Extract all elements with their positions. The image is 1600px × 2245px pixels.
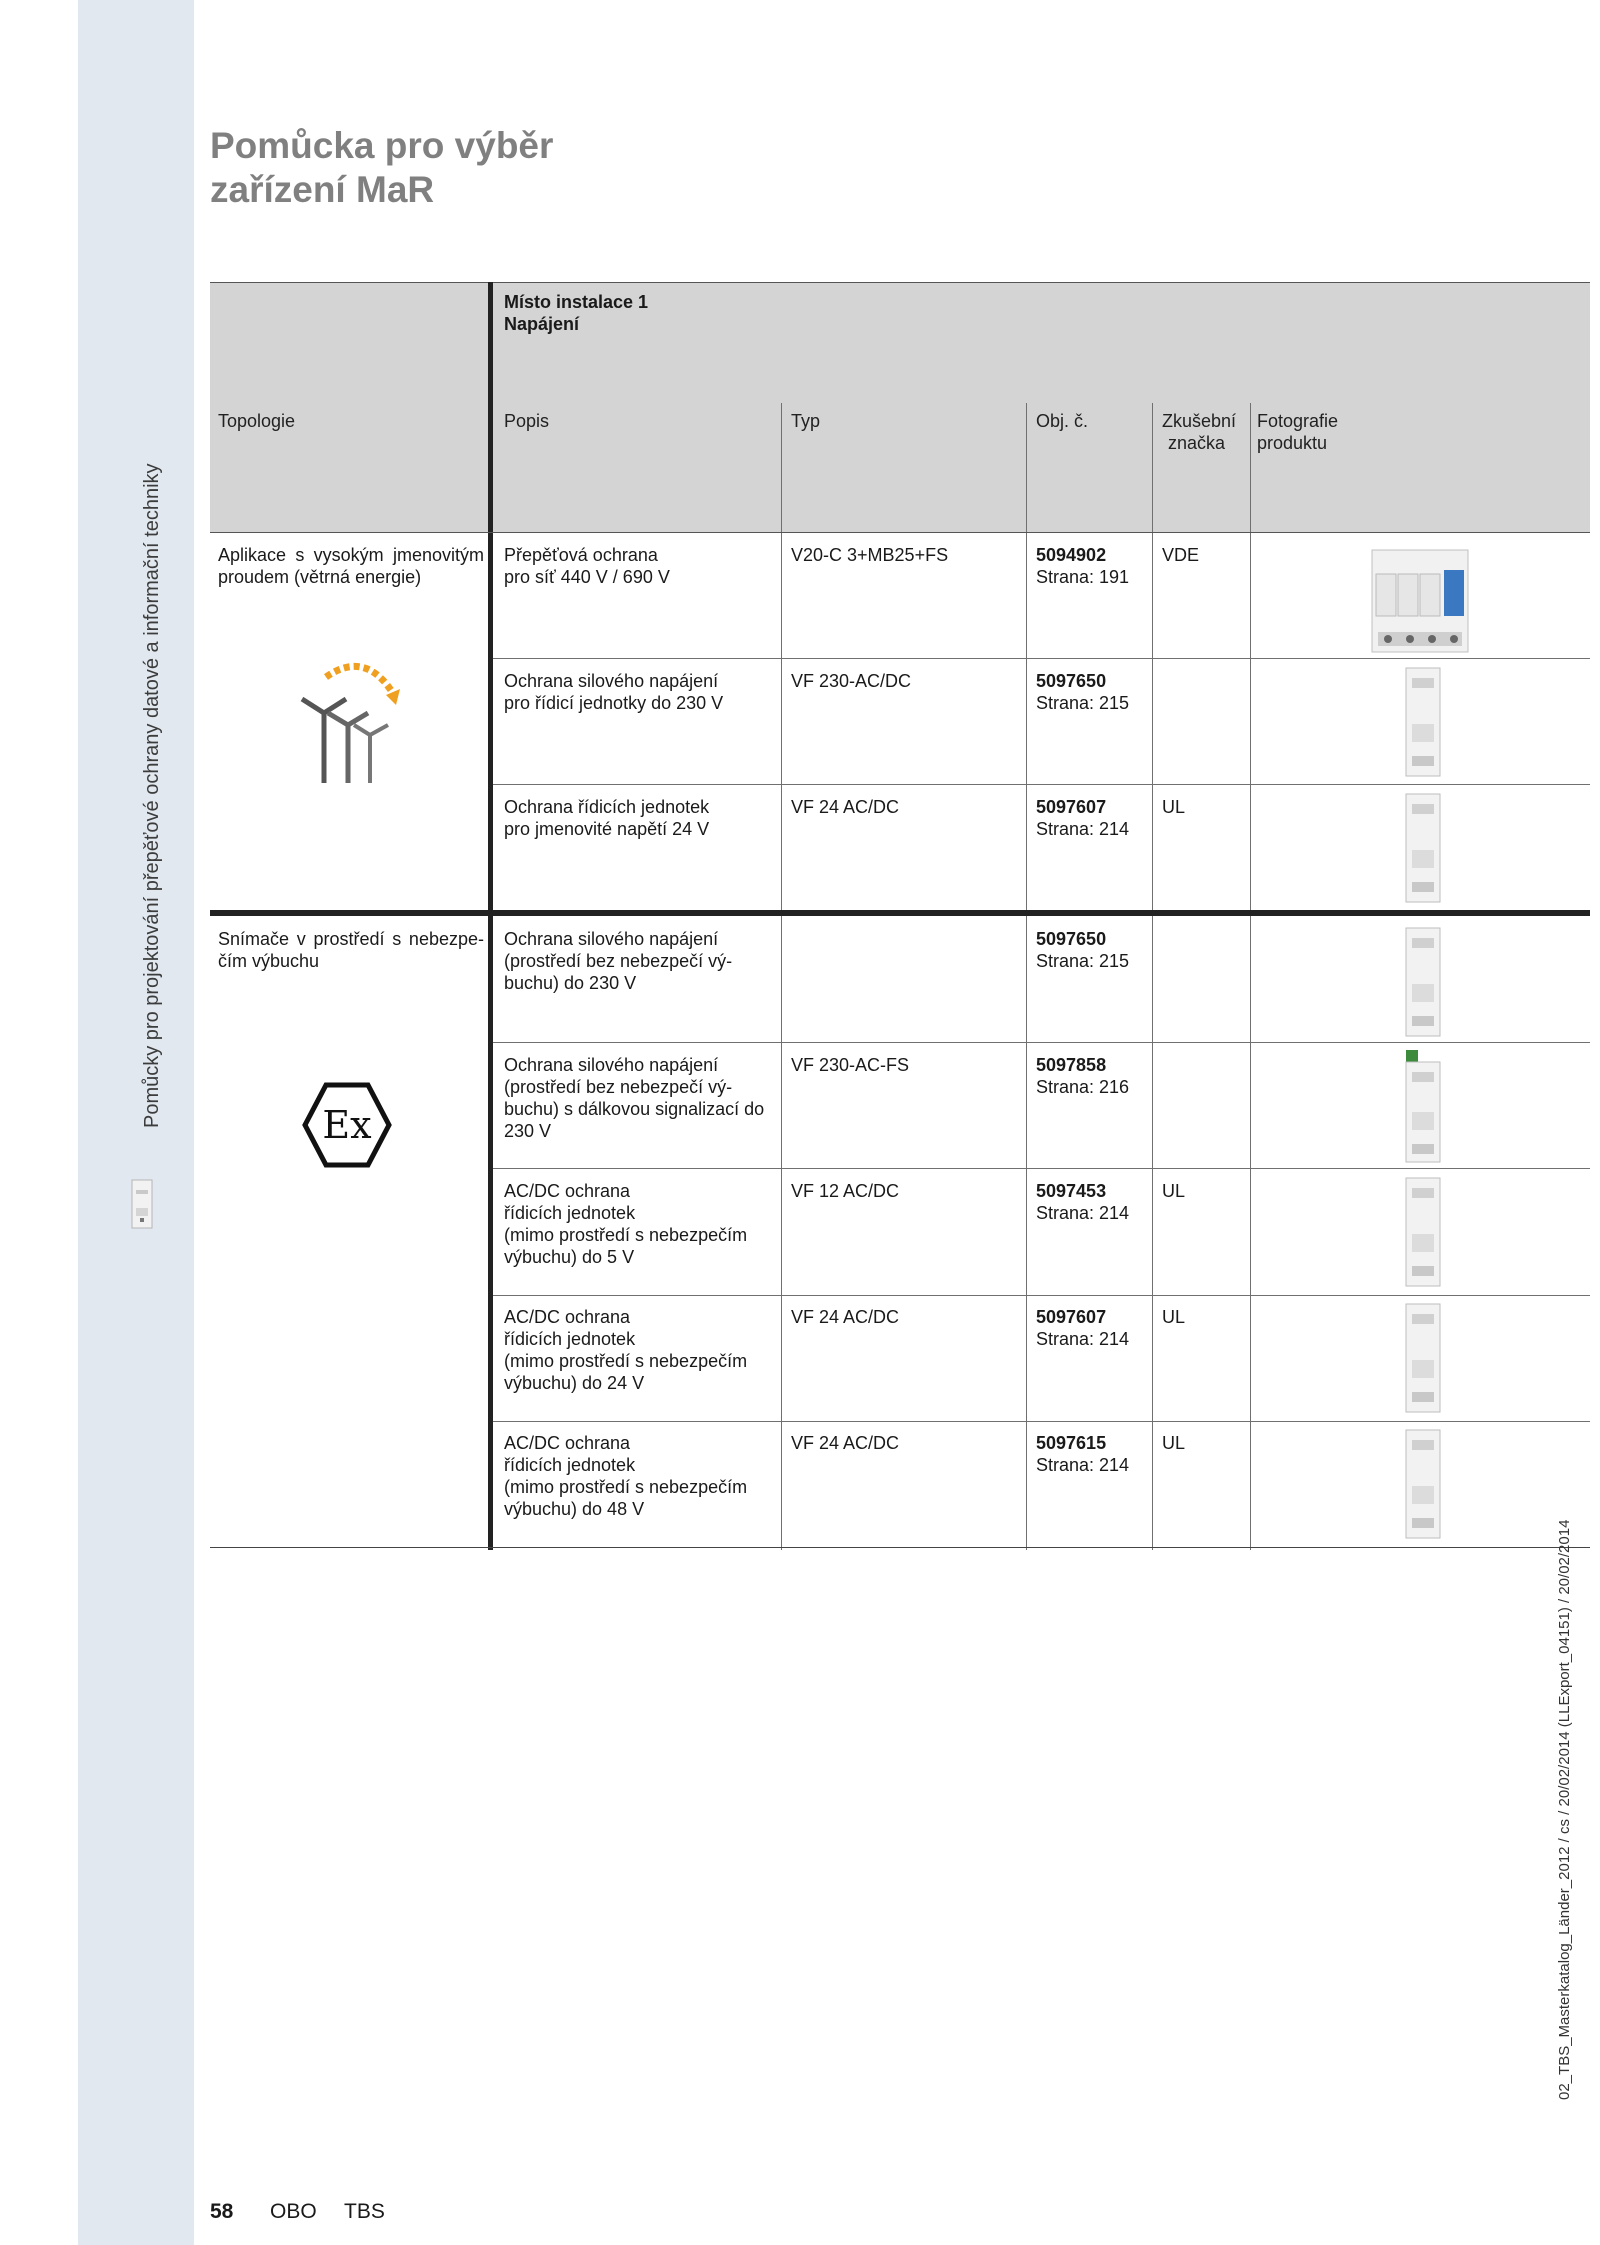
col-description: Popis xyxy=(504,411,550,431)
product-photo-vf-icon xyxy=(1400,790,1446,906)
title-line-1: Pomůcka pro výběr xyxy=(210,125,554,166)
description-line: AC/DC ochrana xyxy=(504,1433,631,1453)
side-section-label: Pomůcky pro projektování přepěťové ochrany datové a informační techniky xyxy=(141,463,163,1128)
row-test-mark: VDE xyxy=(1162,545,1200,565)
description-line: buchu) do 230 V xyxy=(504,973,637,993)
catalog-page-ref: Strana: 214 xyxy=(1036,1329,1130,1349)
catalog-page-ref: Strana: 216 xyxy=(1036,1077,1130,1097)
installation-location xyxy=(504,291,648,335)
description-line: buchu) s dálkovou signalizací do xyxy=(504,1099,765,1119)
order-number: 5094902 xyxy=(1036,545,1107,565)
row-type: VF 24 AC/DC xyxy=(791,1307,900,1327)
description-line: AC/DC ochrana xyxy=(504,1307,631,1327)
description-line: 230 V xyxy=(504,1121,552,1141)
table-divider-thick xyxy=(488,282,493,1550)
row-test-mark: UL xyxy=(1162,797,1186,817)
row-type: V20-C 3+MB25+FS xyxy=(791,545,949,565)
description-line: (mimo prostředí s nebezpečím xyxy=(504,1477,748,1497)
topology-wind-text: Aplikace s vysokým jmenovitým proudem (větrná energie) xyxy=(218,545,484,587)
description-line: Přepěťová ochrana xyxy=(504,545,658,565)
row-type: VF 24 AC/DC xyxy=(791,1433,900,1453)
page-title xyxy=(210,124,553,212)
row-description xyxy=(504,1432,780,1520)
product-photo-vf-icon xyxy=(1400,1174,1446,1290)
table-hline xyxy=(493,1168,1590,1169)
row-order xyxy=(1036,928,1129,972)
col-test-mark xyxy=(1162,410,1236,454)
description-line: výbuchu) do 24 V xyxy=(504,1373,645,1393)
footer-section: TBS xyxy=(344,2200,385,2223)
table-vline xyxy=(1152,403,1153,1550)
order-number: 5097615 xyxy=(1036,1433,1107,1453)
product-photo-vf-fs-icon xyxy=(1398,1048,1448,1166)
col-photo xyxy=(1257,410,1338,454)
description-line: výbuchu) do 5 V xyxy=(504,1247,635,1267)
row-test-mark: UL xyxy=(1162,1181,1186,1201)
description-line: pro síť 440 V / 690 V xyxy=(504,567,670,587)
row-type: VF 230-AC-FS xyxy=(791,1055,910,1075)
ex-hexagon-icon xyxy=(302,1082,392,1168)
product-photo-vf-icon xyxy=(1400,1426,1446,1542)
table-hline xyxy=(210,532,1590,533)
description-line: (mimo prostředí s nebezpečím xyxy=(504,1225,748,1245)
description-line: (prostředí bez nebezpečí vý- xyxy=(504,1077,733,1097)
catalog-page-ref: Strana: 215 xyxy=(1036,693,1130,713)
description-line: AC/DC ochrana xyxy=(504,1181,631,1201)
row-type: VF 230-AC/DC xyxy=(791,671,912,691)
description-line: Ochrana silového napájení xyxy=(504,671,719,691)
catalog-page-ref: Strana: 214 xyxy=(1036,1203,1130,1223)
col-topology: Topologie xyxy=(218,411,296,431)
col-photo-line-1: Fotografie xyxy=(1257,411,1339,431)
row-test-mark: UL xyxy=(1162,1433,1186,1453)
description-line: Ochrana řídicích jednotek xyxy=(504,797,710,817)
row-description xyxy=(504,544,780,588)
row-order xyxy=(1036,796,1129,840)
location-line-2: Napájení xyxy=(504,314,580,334)
topology-ex-text: Snímače v prostředí s nebezpe-čím výbuchu xyxy=(218,929,484,971)
side-strip xyxy=(78,0,194,2245)
col-type: Typ xyxy=(791,411,821,431)
row-order xyxy=(1036,1054,1129,1098)
row-description xyxy=(504,1180,780,1268)
description-line: pro řídicí jednotky do 230 V xyxy=(504,693,724,713)
catalog-page-ref: Strana: 214 xyxy=(1036,1455,1130,1475)
table-hline xyxy=(210,1547,1590,1548)
table-hline xyxy=(493,1421,1590,1422)
row-order xyxy=(1036,1306,1129,1350)
description-line: výbuchu) do 48 V xyxy=(504,1499,645,1519)
location-line-1: Místo instalace 1 xyxy=(504,292,649,312)
wind-turbine-icon xyxy=(296,655,416,785)
row-description xyxy=(504,928,780,994)
location-header-band xyxy=(210,282,1590,403)
table-hline xyxy=(493,1042,1590,1043)
description-line: (mimo prostředí s nebezpečím xyxy=(504,1351,748,1371)
col-order-number: Obj. č. xyxy=(1036,411,1089,431)
row-order xyxy=(1036,544,1129,588)
catalog-page-ref: Strana: 215 xyxy=(1036,951,1130,971)
row-description xyxy=(504,796,780,840)
description-line: řídicích jednotek xyxy=(504,1203,636,1223)
product-photo-vf-icon xyxy=(1400,924,1446,1040)
title-line-2: zařízení MaR xyxy=(210,169,435,210)
page-number: 58 xyxy=(210,2200,234,2223)
row-order xyxy=(1036,670,1129,714)
order-number: 5097858 xyxy=(1036,1055,1107,1075)
table-vline xyxy=(1250,403,1251,1550)
description-line: Ochrana silového napájení xyxy=(504,1055,719,1075)
description-line: řídicích jednotek xyxy=(504,1455,636,1475)
row-order xyxy=(1036,1180,1129,1224)
row-description xyxy=(504,1306,780,1394)
description-line: (prostředí bez nebezpečí vý- xyxy=(504,951,733,971)
catalog-page-ref: Strana: 214 xyxy=(1036,819,1130,839)
description-line: pro jmenovité napětí 24 V xyxy=(504,819,710,839)
row-description xyxy=(504,670,780,714)
ex-symbol-text: Ex xyxy=(322,1103,372,1147)
description-line: Ochrana silového napájení xyxy=(504,929,719,949)
order-number: 5097650 xyxy=(1036,929,1107,949)
col-test-mark-line-1: Zkušební xyxy=(1162,411,1237,431)
footer-brand: OBO xyxy=(270,2200,317,2223)
row-type: VF 12 AC/DC xyxy=(791,1181,900,1201)
table-vline xyxy=(781,403,782,1550)
product-photo-vf-icon xyxy=(1400,1300,1446,1416)
product-photo-vf-icon xyxy=(1400,664,1446,780)
row-description xyxy=(504,1054,780,1142)
order-number: 5097650 xyxy=(1036,671,1107,691)
row-test-mark: UL xyxy=(1162,1307,1186,1327)
col-photo-line-2: produktu xyxy=(1257,433,1328,453)
order-number: 5097453 xyxy=(1036,1181,1107,1201)
column-header-band xyxy=(210,403,1590,532)
table-hline xyxy=(493,1295,1590,1296)
table-vline xyxy=(1026,403,1027,1550)
order-number: 5097607 xyxy=(1036,1307,1107,1327)
table-group-divider xyxy=(210,910,1590,916)
description-line: řídicích jednotek xyxy=(504,1329,636,1349)
side-product-thumbnail xyxy=(128,1178,158,1232)
product-photo-v20-icon xyxy=(1368,540,1472,662)
side-footer-meta: 02_TBS_Masterkatalog_Länder_2012 / cs / 20/02/2014 (LLExport_04151) / 20/02/2014 xyxy=(1556,1519,1573,2100)
order-number: 5097607 xyxy=(1036,797,1107,817)
row-order xyxy=(1036,1432,1129,1476)
col-test-mark-line-2: značka xyxy=(1168,433,1226,453)
table-hline xyxy=(493,784,1590,785)
catalog-page-ref: Strana: 191 xyxy=(1036,567,1130,587)
row-type: VF 24 AC/DC xyxy=(791,797,900,817)
